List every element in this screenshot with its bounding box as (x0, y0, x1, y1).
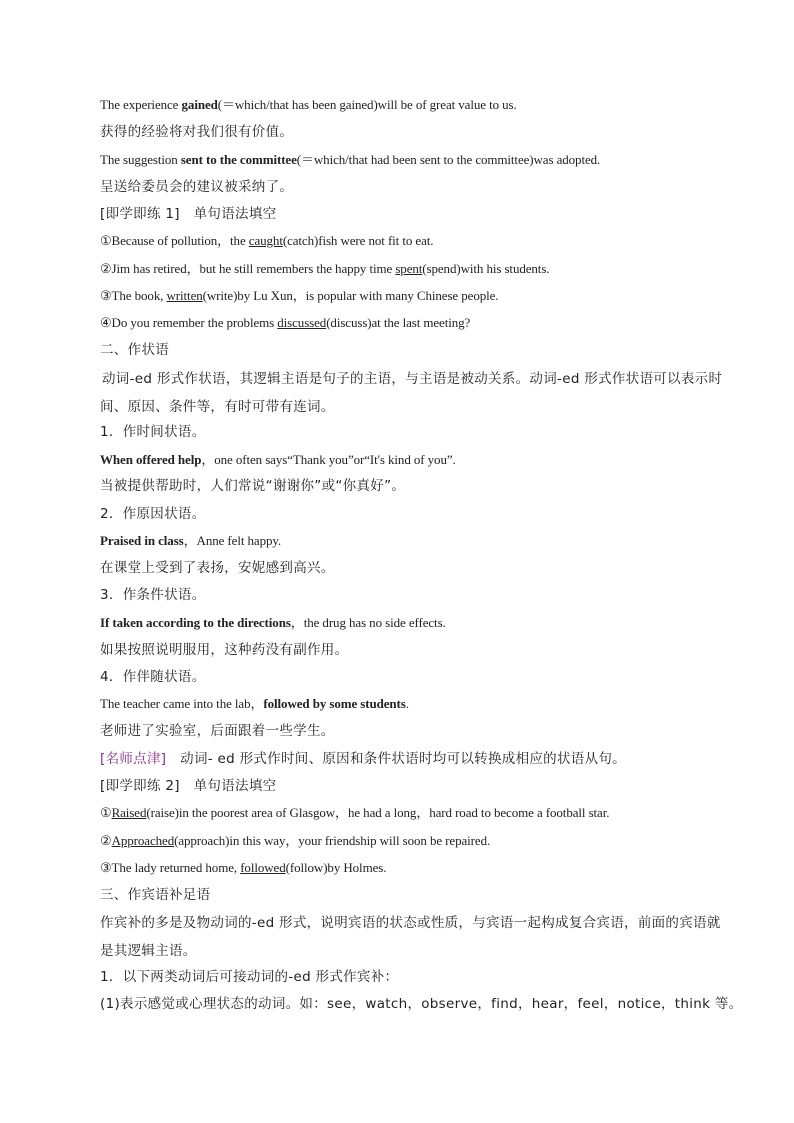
answer-blank: Raised (111, 805, 147, 820)
answer-blank: written (166, 288, 203, 303)
answer-blank: caught (248, 233, 283, 248)
exercise-item-4: ④Do you remember the problems discussed(discuss)at the last meeting? (100, 315, 471, 330)
exercise-item-2: ②Jim has retired，but he still remembers the happy time spent(spend)with his students. (100, 261, 550, 276)
type-1-description: (1)表示感觉或心理状态的动词。如：see，watch，observe，find，hear，feel，notice，think 等。 (100, 996, 743, 1012)
subheading-time: 1．作时间状语。 (100, 424, 206, 440)
subheading-condition: 3．作条件状语。 (100, 587, 206, 603)
exercise-heading-1: [即学即练 1] 单句语法填空 (100, 206, 277, 222)
example-reason: Praised in class，Anne felt happy. (100, 533, 282, 548)
subheading-accompany: 4．作伴随状语。 (100, 669, 206, 685)
exercise-2-item-2: ②Approached(approach)in this way，your friendship will soon be repaired. (100, 833, 491, 848)
exercise-item-1: ①Because of pollution，the caught(catch)fish were not fit to eat. (100, 233, 434, 248)
exercise-heading-2: [即学即练 2] 单句语法填空 (100, 778, 277, 794)
section-heading-2: 二、作状语 (100, 342, 169, 358)
translation-reason: 在课堂上受到了表扬，安妮感到高兴。 (100, 560, 335, 576)
section-3-paragraph: 作宾补的多是及物动词的-ed 形式，说明宾语的状态或性质，与宾语一起构成复合宾语，前面的宾语就是其逻辑主语。 (100, 915, 721, 959)
example-sentence-1: The experience gained(＝which/that has been gained)will be of great value to us. (100, 97, 517, 112)
exercise-2-item-1: ①Raised(raise)in the poorest area of Glasgow，he had a long，hard road to become a football star. (100, 805, 610, 820)
translation-accompany: 老师进了实验室，后面跟着一些学生。 (100, 723, 335, 739)
example-time: When offered help，one often says“Thank you”or“It's kind of you”. (100, 452, 456, 467)
teacher-tip: [名师点津] 动词- ed 形式作时间、原因和条件状语时均可以转换成相应的状语从句。 (100, 751, 626, 767)
subheading-two-types: 1．以下两类动词后可接动词的-ed 形式作宾补： (100, 969, 399, 985)
exercise-2-item-3: ③The lady returned home, followed(follow)by Holmes. (100, 860, 387, 875)
answer-blank: discussed (277, 315, 327, 330)
translation-condition: 如果按照说明服用，这种药没有副作用。 (100, 642, 349, 658)
translation-time: 当被提供帮助时，人们常说“谢谢你”或“你真好”。 (100, 478, 406, 494)
answer-blank: followed (240, 860, 286, 875)
tip-tag: [名师点津] (100, 751, 167, 767)
answer-blank: Approached (111, 833, 175, 848)
section-2-paragraph: 动词-ed 形式作状语，其逻辑主语是句子的主语，与主语是被动关系。动词-ed 形式作状语可以表示时间、原因、条件等，有时可带有连词。 (100, 371, 723, 415)
example-sentence-2: The suggestion sent to the committee(＝which/that had been sent to the committee)was adopted. (100, 152, 601, 167)
section-heading-3: 三、作宾语补足语 (100, 887, 211, 903)
answer-blank: spent (395, 261, 423, 276)
exercise-item-3: ③The book, written(write)by Lu Xun，is popular with many Chinese people. (100, 288, 499, 303)
translation-1: 获得的经验将对我们很有价值。 (100, 124, 294, 140)
example-accompany: The teacher came into the lab，followed by some students. (100, 696, 409, 711)
example-condition: If taken according to the directions，the drug has no side effects. (100, 615, 446, 630)
subheading-reason: 2．作原因状语。 (100, 506, 206, 522)
translation-2: 呈送给委员会的建议被采纳了。 (100, 179, 294, 195)
